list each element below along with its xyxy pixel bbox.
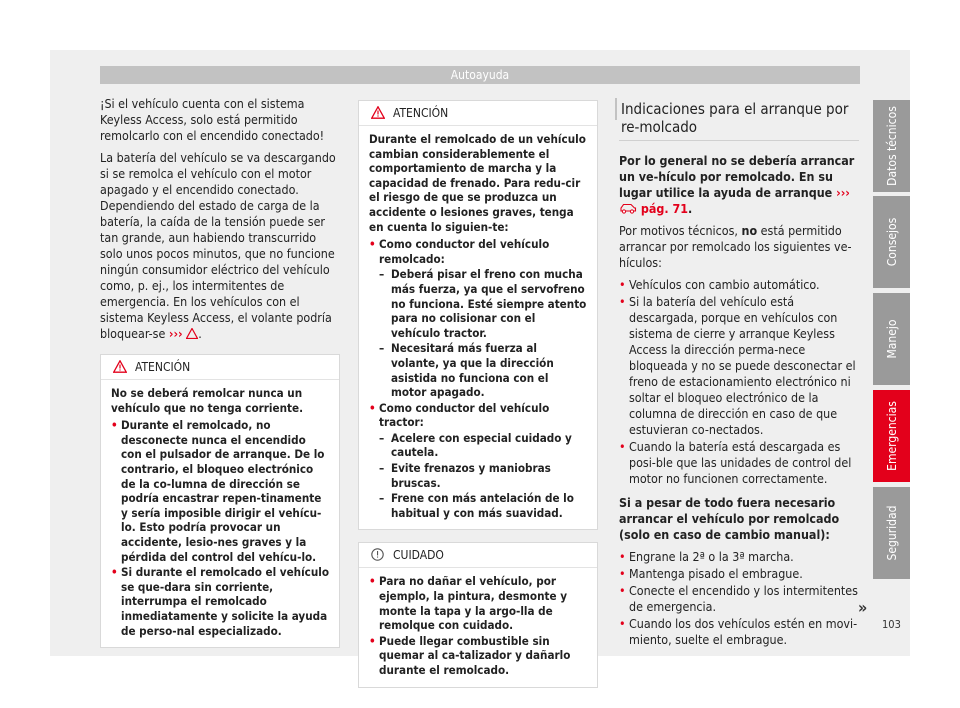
warning-bullet: • Como conductor del vehículo remolcado:	[369, 237, 587, 266]
tab-seguridad[interactable]: Seguridad	[873, 487, 910, 579]
warning-dash-item: – Deberá pisar el freno con mucha más fuerza, ya que el servofreno no funciona. Esté siempre atento para no colisionar con el vehículo tractor.	[369, 267, 587, 340]
warning-dash-item: – Evite frenazos y maniobras bruscas.	[369, 461, 587, 490]
tab-emergencias[interactable]: Emergencias	[873, 390, 910, 482]
step-item: • Conecte el encendido y los intermitentes de emergencia.	[619, 583, 859, 615]
caution-body	[359, 568, 597, 686]
caution-header	[359, 543, 597, 568]
warning-dash-item: – Necesitará más fuerza al volante, ya que la dirección asistida no funciona con el motor apagado.	[369, 341, 587, 399]
step-item: • Mantenga pisado el embrague.	[619, 566, 859, 582]
warning-body	[101, 380, 339, 647]
list-item: • Si la batería del vehículo está descargada, porque en vehículos con sistema de cierre y arranque Keyless Access la dirección perma-nece bloqueada y no se puede desconectar el freno de estacionamiento electrónico ni soltar el bloqueo electrónico de la columna de dirección en caso de que estuvieran co-nectados.	[619, 294, 859, 438]
warning-body	[359, 126, 597, 529]
column-left	[100, 96, 340, 658]
warning-intro: Durante el remolcado de un vehículo cambian considerablemente el comportamiento de marcha y la capacidad de frenado. Para redu-cir el riesgo de que se produzca un accidente o lesiones graves, tenga en cuenta lo siguien-te:	[369, 132, 586, 234]
warning-dash-item: – Acelere con especial cuidado y cautela.	[369, 431, 587, 460]
caution-bullet: • Para no dañar el vehículo, por ejemplo, la pintura, desmonte y monte la tapa y la argo-lla de remolque con cuidado.	[369, 574, 587, 632]
tab-consejos[interactable]: Consejos	[873, 196, 910, 288]
step-item: • Engrane la 2ª o la 3ª marcha.	[619, 549, 859, 565]
column-middle	[358, 100, 598, 698]
warning-header	[101, 355, 339, 380]
warning-triangle-icon	[113, 360, 127, 373]
warning-bullet: • Como conductor del vehículo tractor:	[369, 401, 587, 430]
reference-arrows: ›››	[836, 185, 850, 200]
lead-paragraph: Por lo general no se debería arrancar un ve-hículo por remolcado. En su lugar utilice la ayuda de arranque ››› pág. 71.	[619, 153, 855, 216]
warning-bullet: • Si durante el remolcado el vehículo se que-dara sin corriente, interrumpa el remolcado inmediatamente y solicite la ayuda de perso-nal especializado.	[111, 565, 329, 638]
page-header: Autoayuda	[100, 66, 860, 84]
subheading: Si a pesar de todo fuera necesario arrancar el vehículo por remolcado (solo en caso de cambio manual):	[619, 495, 840, 542]
list-item: • Cuando la batería está descargada es posi-ble que las unidades de control del motor no funcionen correctamente.	[619, 439, 859, 487]
column-right	[619, 100, 859, 649]
section-title: Indicaciones para el arranque por re-molcado	[619, 100, 859, 141]
caution-title: CUIDADO	[393, 548, 444, 563]
paragraph: Por motivos técnicos, no está permitido arrancar por remolcado los siguientes ve-hículos:	[619, 223, 852, 270]
caution-bullet: • Puede llegar combustible sin quemar al ca-talizador y dañarlo durante el remolcado.	[369, 634, 587, 678]
continue-arrows: »	[858, 598, 868, 617]
warning-triangle-icon	[186, 328, 198, 339]
warning-box	[100, 354, 340, 648]
paragraph: La batería del vehículo se va descargando si se remolca el vehículo con el motor apagado y el encendido conectado. Dependiendo del estado de carga de la batería, la caída de la tensión puede ser tan grande, aun habiendo transcurrido solo unos pocos minutos, que no funcione ningún consumidor eléctrico del vehículo como, p. ej., los intermitentes de emergencia. En los vehículos con el sistema Keyless Access, el volante podría bloquear-se ››› .	[100, 150, 336, 341]
caution-box	[358, 542, 598, 687]
page-link[interactable]: pág. 71	[640, 201, 688, 216]
reference-arrows: ›››	[168, 326, 183, 341]
warning-bullet: • Durante el remolcado, no desconecte nunca el encendido con el pulsador de arranque. De lo contrario, el bloqueo electrónico de la co-lumna de dirección se podría encastrar repen-tinamente y sería imposible dirigir el vehícu-lo. Esto podría provocar un accidente, lesio-nes graves y la pérdida del control del vehícu-lo.	[111, 418, 329, 564]
paragraph: ¡Si el vehículo cuenta con el sistema Keyless Access, solo está permitido remolcarlo con el encendido conectado!	[100, 96, 325, 143]
info-circle-icon	[371, 548, 384, 561]
warning-triangle-icon	[371, 106, 385, 119]
warning-title: ATENCIÓN	[393, 106, 449, 120]
car-icon	[619, 202, 637, 214]
page-number: 103	[882, 618, 901, 631]
warning-header	[359, 101, 597, 126]
warning-intro: No se deberá remolcar nunca un vehículo que no tenga corriente.	[111, 386, 304, 415]
warning-box	[358, 100, 598, 530]
list-item: • Vehículos con cambio automático.	[619, 277, 859, 293]
tab-datos-tecnicos[interactable]: Datos técnicos	[873, 100, 910, 192]
warning-dash-item: – Frene con más antelación de lo habitual y con más suavidad.	[369, 491, 587, 520]
step-item: • Cuando los dos vehículos estén en movi-miento, suelte el embrague.	[619, 616, 859, 648]
warning-title: ATENCIÓN	[135, 360, 191, 374]
tab-manejo[interactable]: Manejo	[873, 293, 910, 385]
